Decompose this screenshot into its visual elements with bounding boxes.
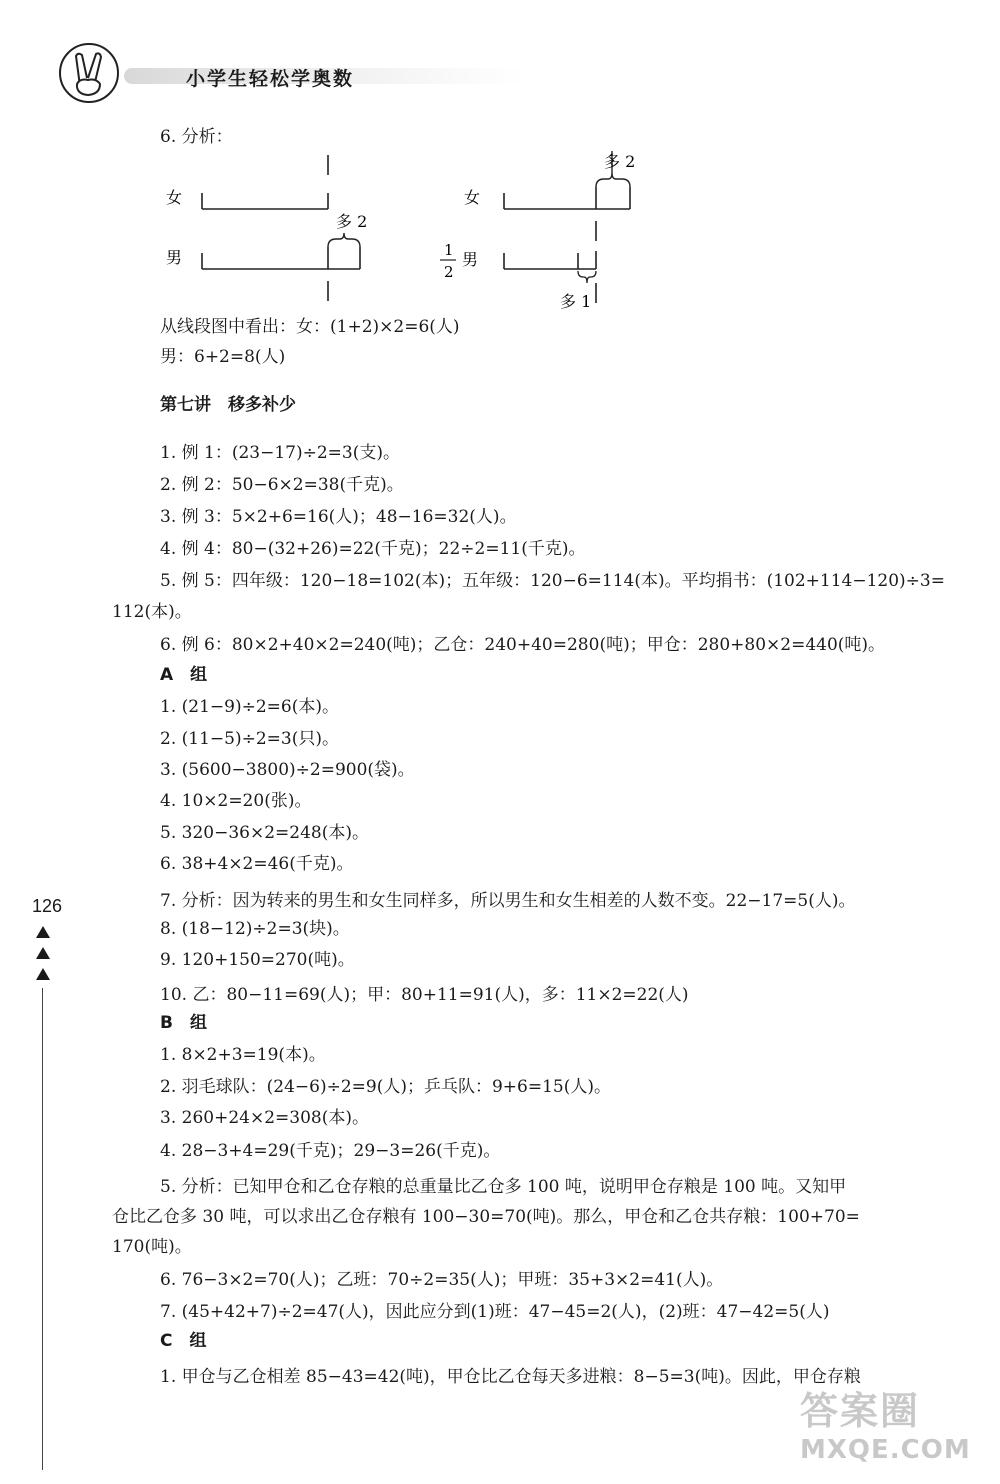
text-line: 2. 例 2：50−6×2=38(千克)。 [160,475,404,495]
triangle-icon [36,947,50,959]
page-header [58,42,498,112]
text-line: 4. 10×2=20(张)。 [160,791,312,811]
text-line: 1. 例 1：(23−17)÷2=3(支)。 [160,443,401,463]
text-line: 9. 120+150=270(吨)。 [160,950,355,970]
text-line: 7. 分析：因为转来的男生和女生同样多，所以男生和女生相差的人数不变。22−17=5(人)。 [160,891,856,911]
watermark-text: 答案圈 [800,1389,921,1433]
right-male-label: 男 [462,250,479,269]
text-line: 112(本)。 [112,602,192,622]
text-line: 170(吨)。 [112,1237,192,1257]
left-female-label: 女 [166,188,183,207]
text-line: 10. 乙：80−11=69(人)；甲：80+11=91(人)，多：11×2=22(人) [160,985,689,1005]
text-line: 6. 76−3×2=70(人)；乙班：70÷2=35(人)；甲班：35+3×2=41(人)。 [160,1270,724,1290]
text-line: 3. (5600−3800)÷2=900(袋)。 [160,760,415,780]
text-line: 6. 分析： [160,127,233,147]
text-line: 5. 分析：已知甲仓和乙仓存粮的总重量比乙仓多 100 吨，说明甲仓存粮是 100 吨。又知甲 [160,1177,847,1197]
text-line: 8. (18−12)÷2=3(块)。 [160,919,350,939]
text-line: 男：6+2=8(人) [160,347,286,367]
group-heading-c: C 组 [160,1331,207,1351]
right-more-top-label: 多 2 [604,152,636,171]
right-fraction-numerator: 1 [444,241,454,259]
text-line: 3. 例 3：5×2+6=16(人)；48−16=32(人)。 [160,507,517,527]
text-line: 2. (11−5)÷2=3(只)。 [160,729,339,749]
triangle-icon [36,968,50,980]
group-heading-a: A 组 [160,665,208,685]
text-line: 1. (21−9)÷2=6(本)。 [160,697,339,717]
right-more-bottom-label: 多 1 [560,292,592,311]
watermark [800,1380,990,1476]
book-title: 小学生轻松学奥数 [186,68,355,90]
line-segment-diagram [150,125,670,335]
left-more-label: 多 2 [336,212,368,231]
watermark-url: MXQE.COM [800,1435,971,1465]
text-line: 仓比乙仓多 30 吨，可以求出乙仓存粮有 100−30=70(吨)。那么，甲仓和乙仓共存粮：100+70= [112,1207,860,1227]
section-heading: 第七讲 移多补少 [160,395,296,415]
text-line: 4. 28−3+4=29(千克)；29−3=26(千克)。 [160,1141,501,1161]
triangle-icon [36,926,50,938]
text-line: 5. 例 5：四年级：120−18=102(本)；五年级：120−6=114(本)。平均捐书：(102+114−120)÷3= [160,571,945,591]
text-line: 从线段图中看出：女：(1+2)×2=6(人) [160,317,460,337]
text-line: 1. 甲仓与乙仓相差 85−43=42(吨)，甲仓比乙仓每天多进粮：8−5=3(吨)。因此，甲仓存粮 [160,1367,861,1387]
left-male-label: 男 [166,248,183,267]
text-line: 1. 8×2+3=19(本)。 [160,1045,326,1065]
text-line: 6. 38+4×2=46(千克)。 [160,854,354,874]
text-line: 3. 260+24×2=308(本)。 [160,1108,369,1128]
text-line: 2. 羽毛球队：(24−6)÷2=9(人)；乒乓队：9+6=15(人)。 [160,1077,611,1097]
right-fraction-denominator: 2 [444,263,454,281]
page-marker-arrows [36,926,50,989]
group-heading-b: B 组 [160,1013,207,1033]
text-line: 6. 例 6：80×2+40×2=240(吨)；乙仓：240+40=280(吨)；甲仓：280+80×2=440(吨)。 [160,635,886,655]
text-line: 7. (45+42+7)÷2=47(人)，因此应分到(1)班：47−45=2(人)，(2)班：47−42=5(人) [160,1302,830,1322]
page-number: 126 [32,896,63,916]
text-line: 5. 320−36×2=248(本)。 [160,823,369,843]
right-female-label: 女 [464,188,481,207]
text-line: 4. 例 4：80−(32+26)=22(千克)；22÷2=11(千克)。 [160,539,586,559]
victory-hand-logo-icon [58,42,120,104]
margin-rule [42,988,43,1470]
